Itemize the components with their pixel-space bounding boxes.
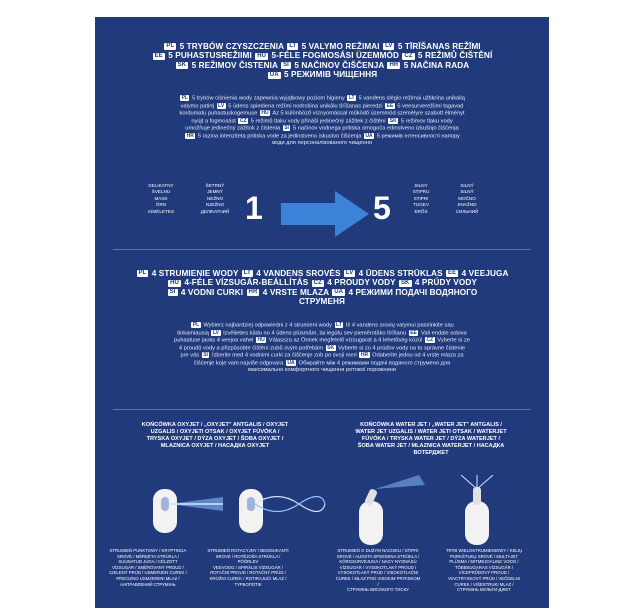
text-segment: Odaberite jednu od 4 vrste mlaza za	[370, 352, 464, 359]
label-line: SNAŽNO	[457, 202, 477, 208]
label-line: PLŪSMA / MITMEJOALINE VOOG /	[449, 559, 519, 565]
label-line: MLAZNICA OXYJET / НАСАДКА OXYJET	[160, 443, 270, 449]
section-divider	[113, 249, 531, 250]
oxyjet-nozzle-title	[115, 422, 315, 450]
language-tag: CZ	[313, 279, 322, 286]
label-line: NJEŽNO	[205, 202, 225, 208]
label-line: SILNÝ	[460, 189, 474, 195]
language-tag: UA	[365, 132, 373, 139]
label-line: VIACTRYSKOVÝ PRÚD / VEČDELNI	[448, 575, 520, 581]
label-line: ДЕЛІКАТНИЙ	[200, 208, 230, 214]
text-segment: води для персоналізованого чищення	[272, 140, 372, 146]
text-segment: СТРУМЕНЯ	[298, 297, 346, 307]
text-line	[95, 95, 549, 103]
text-segment: 5 PUHASTUSREŽIIMI	[165, 51, 255, 61]
waterjet-nozzle-title	[331, 422, 531, 457]
water-jets-description	[95, 322, 549, 374]
text-segment: Az 5 különböző víznyomással működő üzemmód személyre szabott élményt	[271, 110, 465, 117]
rotary-jet-caption	[205, 548, 291, 587]
label-line: SILNÝ	[460, 183, 474, 188]
text-segment: Обирайте між 4 режимами подачі водяного струменя для	[297, 360, 451, 366]
high-intensity-labels	[407, 183, 435, 215]
text-segment: Wybierz najbardziej odpowiedni z 4 strumieni wody	[201, 322, 334, 329]
multijet-caption	[441, 548, 527, 593]
waterjet-multijet-nozzle-icon	[435, 475, 545, 545]
label-line: СТРУМІНЬ МУЛЬТИ-ДЖЕТ	[457, 587, 511, 593]
label-line: CIELENÝ PRÚD / USMERJEN CUREK /	[109, 570, 187, 576]
text-segment: 5 TRYBÓW CZYSZCZENIA	[177, 42, 287, 51]
label-line: TRYSKA OXYJET / DÝZA OXYJET / ŠOBA OXYJET /	[146, 436, 284, 442]
text-segment: 5 načinov vodnega pritiska omogoča edinstveno izkušnjo čiščenja	[291, 125, 459, 132]
label-line: CUREK / VIŠESTRUKI MLAZ /	[454, 581, 514, 587]
label-line: SROVĖ / MĒRĶĒTA STRŪKLA /	[116, 553, 179, 559]
label-line: CUREK / MLAZ POD VISOKIM PRITISKOM /	[335, 575, 421, 587]
text-line	[95, 140, 549, 147]
text-segment: valymo patirtį	[180, 103, 216, 109]
text-line	[95, 322, 549, 330]
text-segment: 4 VODNI CURKI	[178, 287, 246, 297]
text-segment: Izvēlieties kādu no 4 ūdens plūsmām, lai iegūtu sev piemērotāko tīrīšanu	[221, 330, 408, 336]
text-segment: 5 REŽIMŮ ČIŠTĚNÍ	[415, 51, 493, 61]
language-tag: HR	[186, 132, 194, 139]
label-line: SROVĖ / ROTĒJOŠA STRŪKLA / PÖÖRLEV	[215, 553, 281, 565]
text-line	[95, 103, 549, 111]
cleaning-modes-description	[95, 95, 549, 147]
text-segment: Válassza az Önnek megfelelő vízsugarat a 4 lehetőség közül	[267, 337, 425, 344]
text-segment: Vyberte si zo 4 prúdov vody na to správne čistenie	[336, 345, 466, 351]
language-tag: LV	[212, 329, 219, 336]
text-line	[95, 360, 549, 368]
language-tag: PL	[181, 95, 188, 101]
text-segment: 4 VANDENS SROVĖS	[253, 269, 343, 278]
language-tag: UA	[334, 289, 344, 296]
text-segment: 4 VEEJUGA	[459, 269, 509, 278]
language-tag: SK	[400, 279, 410, 286]
language-tag: PL	[166, 43, 175, 50]
text-segment: 5 trybów ciśnienia wody zapewnia wyjątkowy poziom higieny	[190, 95, 347, 102]
text-line	[95, 118, 549, 126]
text-segment: 4 ŪDENS STRŪKLAS	[356, 269, 446, 278]
text-segment: максимально комфортного чищення ротової порожнини	[248, 367, 396, 373]
text-segment: 4 PRÚDY VODY	[412, 278, 477, 288]
text-segment: 4 STRUMIENIE WODY	[149, 269, 241, 278]
text-line	[95, 42, 549, 51]
text-line	[95, 352, 549, 360]
text-line	[95, 278, 549, 287]
label-line: ERŐS	[414, 208, 428, 214]
text-segment: kordumatu puhastuskogemuse	[179, 110, 259, 117]
language-tag: CZ	[426, 337, 434, 343]
text-line	[95, 330, 549, 338]
label-line: FÚVÓKA / TRYSKA WATER JET / DÝZA WATERJET /	[361, 436, 501, 442]
label-line: WATER JET UZGALIS / WATER JETI OTSAK / WATERJET	[355, 429, 507, 435]
label-line: PRECIZNO USMJERENI MLAZ /	[116, 575, 180, 581]
label-line: NEŽNO	[206, 195, 224, 201]
text-line	[95, 61, 549, 70]
intensity-arrow-icon	[281, 191, 371, 237]
language-tag: SK	[389, 117, 397, 124]
label-line: SILNY	[414, 183, 428, 188]
text-segment: tinkamiausią	[177, 330, 211, 336]
text-segment: 5 razina intenziteta pritiska vode za jedinstveno iskustvo čišćenja	[196, 133, 363, 139]
text-segment: 5 režimů tlaku vody přináší jedinečný zážitek z čištění	[249, 118, 388, 124]
label-line: VEEVOOG / SPIRÁLIS VÍZSUGÁR /	[213, 564, 283, 570]
text-segment: 4 proudů vody a přizpůsobte čištění zubů svým potřebám	[178, 345, 325, 351]
label-line: TRYB WIELOSTRUMIENIOWY / KELIŲ	[445, 548, 523, 553]
waterjet-high-pressure-nozzle-icon	[339, 475, 449, 545]
text-segment: 5-FÉLE FOGMOSÁSI ÜZEMMÓD	[269, 51, 402, 61]
intensity-end-number: 5	[373, 190, 391, 226]
text-segment: Vyberte si ze	[435, 337, 470, 344]
cleaning-modes-title	[95, 42, 549, 80]
language-tag: EE	[448, 270, 457, 277]
label-line: KOŃCÓWKA WATER JET / „WATER JET" ANTGALIS /	[360, 422, 502, 428]
label-line: ТУРБОПОТІК	[234, 581, 262, 587]
text-segment: 5 vandens slėgio režimai užtikrina unikalią	[357, 95, 465, 102]
text-segment: pre vás	[180, 352, 201, 359]
text-line	[95, 51, 549, 60]
language-tag: PL	[192, 322, 200, 328]
language-tag: SK	[177, 62, 187, 69]
label-line: MAIGI	[154, 195, 168, 201]
label-line: VYSOKOTLAKÝ PRÚD / VISOKOTLAČNI	[337, 570, 419, 576]
label-line: PURKŠTUKŲ SROVĖ / MULTI-JET	[450, 553, 518, 559]
label-line: ÕRN	[155, 202, 167, 208]
language-tag: LV	[385, 43, 393, 50]
language-tag: HR	[360, 352, 369, 358]
language-tag: PL	[138, 270, 147, 277]
label-line: SUUNATUD JUGA / CÉLZOTT	[118, 559, 178, 565]
text-line	[95, 345, 549, 353]
language-tag: HU	[261, 110, 269, 116]
label-line: НАПРАВЛЕНИЙ СТРУМІНЬ	[120, 581, 176, 587]
label-line: ŠVELNU	[151, 189, 171, 195]
language-tag: HU	[257, 52, 267, 59]
label-line: JEMNÝ	[207, 189, 223, 195]
text-segment: Izberite med 4 vodnimi curki za čiščenje zob po svoji meri	[210, 352, 359, 359]
language-tag: SI	[169, 289, 176, 296]
text-line	[95, 125, 549, 133]
text-line	[95, 70, 549, 79]
label-line: SROVĖ / AUGSTA SPIEDIENA STRŪKLA /	[336, 553, 420, 559]
text-segment: 5 režimov tlaku vody	[399, 118, 453, 124]
label-line: STIPRU	[412, 189, 430, 195]
pinpoint-jet-caption	[105, 548, 191, 587]
language-tag: CZ	[404, 52, 413, 59]
text-line	[95, 110, 549, 118]
oxyjet-rotary-nozzle-icon	[217, 475, 327, 545]
label-line: TUGEV	[413, 202, 429, 208]
text-segment: Vali endale sobiva	[419, 330, 467, 336]
low-intensity-labels-2	[193, 183, 237, 215]
text-segment: 5 NAČINOV ČIŠČENJA	[291, 60, 387, 70]
label-line: VÍCEPRŮDOVÝ PROUD /	[458, 570, 510, 576]
label-line: KÍMÉLETES	[148, 208, 174, 214]
label-line: DELIKATNY	[148, 183, 174, 188]
language-tag: HU	[257, 337, 265, 343]
language-tag: SI	[284, 125, 289, 131]
label-line: ВОТЕРДЖЕТ	[413, 450, 449, 456]
label-line: VÍZSUGÁR / SMĚROVANÝ PROUD /	[112, 564, 184, 570]
language-tag: EE	[154, 52, 163, 59]
text-segment: 5 режимів інтенсивності напору	[375, 133, 460, 139]
text-segment: nyújt a fogmosást	[191, 118, 238, 124]
label-line: СТРУМІНЬ ВИСОКОГО ТИСКУ	[347, 587, 409, 593]
text-line	[95, 133, 549, 141]
label-line: ŠETRNÝ	[205, 183, 225, 188]
text-segment: 5 REŽIMOV ČISTENIA	[189, 60, 281, 70]
language-tag: SI	[283, 62, 289, 69]
text-line	[95, 288, 549, 297]
text-segment: 4-FÉLE VÍZSUGÁR-BEÁLLÍTÁS	[181, 278, 311, 288]
label-line: STRUMIEŃ PUNKTOWY / KRYPTINGA	[109, 548, 187, 553]
language-tag: LT	[289, 43, 297, 50]
label-line: STRUMIEŃ ROTACYJNY / BESISUKANTI	[207, 548, 289, 553]
label-line: STRUMIEŃ O DUŻYM NACISKU / STIPRI	[337, 548, 419, 553]
text-segment: umožňuje jedinečný zážitok z čistenia	[185, 125, 282, 132]
text-line	[95, 269, 549, 278]
language-tag: LT	[348, 95, 355, 101]
text-segment: 4 PROUDY VODY	[324, 278, 398, 288]
language-tag: EE	[386, 102, 394, 109]
label-line: KOŃCÓWKA OXYJET / „OXYJET" ANTGALIS / OXYJET	[141, 422, 289, 428]
language-tag: LT	[336, 322, 342, 328]
language-tag: HU	[170, 279, 179, 286]
intensity-start-number: 1	[245, 190, 263, 226]
label-line: СИЛЬНИЙ	[455, 208, 479, 214]
language-tag: LV	[345, 270, 354, 277]
label-line: STIPRI	[413, 195, 429, 201]
text-segment: čišćenje koje vam najviše odgovara	[193, 360, 285, 366]
language-tag: UA	[269, 71, 279, 78]
language-tag: CZ	[239, 117, 247, 124]
text-segment: 4 РЕЖИМИ ПОДАЧІ ВОДЯНОГО	[346, 287, 478, 297]
text-segment: 4 VRSTE MLAZA	[260, 287, 332, 297]
text-segment: 5 VALYMO REŽIMAI	[299, 42, 383, 51]
oxyjet-pinpoint-nozzle-icon	[117, 475, 227, 545]
language-tag: HR	[248, 289, 258, 296]
text-segment: 5 veesurverežiimi tagavad	[395, 103, 464, 109]
label-line: ŠOBA WATER JET / MLAZNICA WATERJET / НАСАДКА	[357, 443, 505, 449]
label-line: KROŽNI CUREK / ROTIRAJUĆI MLAZ /	[209, 575, 287, 581]
text-segment: 5 NAČINA RADA	[401, 60, 470, 70]
text-segment: Iš 4 vandens srovių valymui pasirinkite sau	[344, 322, 454, 329]
water-jets-title	[95, 269, 549, 307]
manual-page	[95, 17, 549, 608]
language-tag: LT	[243, 270, 251, 277]
language-tag: EE	[410, 329, 417, 336]
high-pressure-jet-caption	[335, 548, 421, 593]
language-tag: LV	[218, 102, 225, 109]
text-line	[95, 367, 549, 374]
section-divider-2	[113, 409, 531, 410]
text-segment: 5 TĪRĪŠANAS REŽĪMI	[395, 42, 481, 51]
language-tag: SK	[327, 344, 335, 351]
text-line	[95, 297, 549, 306]
label-line: ROTAČNÍ PROUD / ROTAČNÝ PRÚD /	[210, 570, 286, 576]
text-line	[95, 337, 549, 345]
language-tag: HR	[389, 62, 399, 69]
high-intensity-labels-2	[447, 183, 487, 215]
label-line: UZGALIS / OXYJETI OTSAK / OXYJET FÚVÓKA /	[150, 429, 280, 435]
text-segment: puhastuse jaoks 4 veejoa vahel	[174, 337, 255, 344]
language-tag: SI	[203, 352, 208, 358]
label-line: MOČNO	[458, 195, 476, 201]
language-tag: UA	[287, 359, 295, 366]
label-line: TÖBBSUGARAS VÍZSUGÁR /	[454, 564, 514, 570]
label-line: KÕRGSURVEJUGA / NAGY NYOMÁSÚ	[339, 559, 417, 565]
low-intensity-labels	[141, 183, 181, 215]
label-line: VÍZSUGÁR / VYSOKOTLAKÝ PROUD /	[339, 564, 417, 570]
text-segment: 5 ūdens spiediena režīmi nodrošina unikālu tīrīšanas pieredzi	[226, 103, 385, 109]
text-segment: 5 РЕЖИМІВ ЧИЩЕННЯ	[281, 70, 378, 80]
